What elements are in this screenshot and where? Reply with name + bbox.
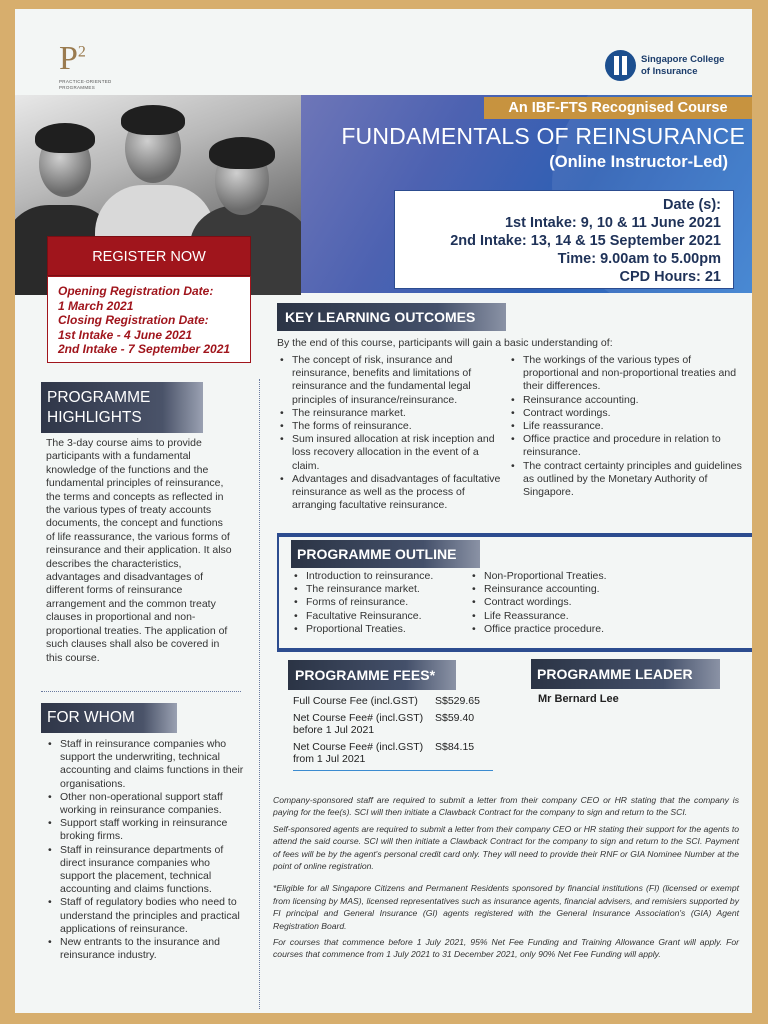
fee-label: Net Course Fee# (incl.GST) before 1 Jul 2021: [293, 711, 424, 736]
for-whom-list: [46, 738, 246, 962]
section-divider: [41, 691, 241, 692]
programme-leader-name: Mr Bernard Lee: [538, 693, 619, 705]
brochure-page: [15, 9, 752, 1013]
list-item: • Reinsurance accounting.: [509, 394, 745, 407]
schedule-label: Date (s):: [662, 197, 721, 213]
ibf-recognition-tag: An IBF-FTS Recognised Course: [484, 97, 752, 119]
sci-name: [641, 54, 724, 77]
list-item: • Contract wordings.: [470, 596, 670, 609]
list-item: • The workings of the various types of proportional and non-proportional treaties and their differences.: [509, 354, 745, 394]
course-title: FUNDAMENTALS OF REINSURANCE: [341, 123, 745, 149]
list-item: • Advantages and disadvantages of facultative reinsurance as well as the process of arranging facultative reinsurance.: [278, 473, 508, 513]
note-company-sponsored: Company-sponsored staff are required to submit a letter from their company CEO or HR stating that the company is paying for the fee(s). SCI will then initiate a Clawback Contract for the company to sign and return to the SCI.: [273, 795, 739, 818]
key-learning-list-left: [278, 354, 508, 512]
schedule-cpd: CPD Hours: 21: [619, 269, 721, 285]
p2-logo-tagline: PRACTICE-ORIENTED PROGRAMMES: [59, 79, 112, 90]
programme-leader-heading: PROGRAMME LEADER: [531, 659, 720, 689]
list-item: • The contract certainty principles and guidelines as outlined by the Monetary Authority of Singapore.: [509, 460, 745, 500]
fee-notes: [273, 794, 739, 965]
schedule-intake-1: 1st Intake: 9, 10 & 11 June 2021: [504, 215, 721, 231]
course-mode: (Online Instructor-Led): [549, 153, 728, 171]
registration-dates: [47, 276, 251, 363]
fee-value: S$59.40: [435, 711, 475, 724]
list-item: • Staff of regulatory bodies who need to understand the principles and practical applications of reinsurance.: [46, 896, 246, 936]
for-whom-heading: FOR WHOM: [41, 703, 177, 733]
outline-list-left: [292, 570, 472, 636]
list-item: • Forms of reinsurance.: [292, 596, 472, 609]
note-funding: For courses that commence before 1 July 2021, 95% Net Fee Funding and Training Allowance Grant will apply. For courses that commence from 1 July 2021 to 31 December 2021, only 90% Net Fee Funding will apply.: [273, 937, 739, 960]
ph-heading-line2: HIGHLIGHTS: [47, 409, 142, 426]
list-item: • Proportional Treaties.: [292, 623, 472, 636]
schedule-time: Time: 9.00am to 5.00pm: [557, 251, 721, 267]
fee-value: S$84.15: [435, 740, 475, 753]
list-item: • The reinsurance market.: [278, 407, 508, 420]
fee-row-net-after: [293, 741, 493, 766]
sci-name-line1: Singapore College: [641, 54, 725, 66]
list-item: • The reinsurance market.: [292, 583, 472, 596]
list-item: • Life reassurance.: [509, 420, 745, 433]
p2-logo: [59, 42, 119, 91]
list-item: • Reinsurance accounting.: [470, 583, 670, 596]
sci-name-line2: of Insurance: [641, 65, 698, 77]
programme-outline-heading: PROGRAMME OUTLINE: [291, 540, 480, 568]
outline-list-right: [470, 570, 670, 636]
list-item: • Non-Proportional Treaties.: [470, 570, 670, 583]
list-item: • New entrants to the insurance and reinsurance industry.: [46, 936, 246, 962]
key-learning-intro: By the end of this course, participants will gain a basic understanding of:: [277, 337, 613, 349]
list-item: • Support staff working in reinsurance broking firms.: [46, 817, 246, 843]
sci-emblem-icon: [605, 50, 636, 81]
note-eligibility: *Eligible for all Singapore Citizens and Permanent Residents sponsored by financial institutions (FI) (licensed or exempt from licensing by MAS), licensed representatives such as insurance agents, financial advisers, and remisiers supported by FI principal and General Insurance (GI) agents registered with the General Insurance Association's (GIA) Agent Registration Board.: [273, 883, 739, 931]
list-item: • Contract wordings.: [509, 407, 745, 420]
list-item: • Facultative Reinsurance.: [292, 610, 472, 623]
fees-table: [293, 695, 493, 771]
reg-close-intake-1: 1st Intake - 4 June 2021: [58, 327, 193, 342]
list-item: • Office practice procedure.: [470, 623, 670, 636]
fee-row-net-before: [293, 712, 493, 737]
reg-open-label: Opening Registration Date:: [58, 284, 214, 298]
list-item: • Office practice and procedure in relation to reinsurance.: [509, 433, 745, 459]
schedule-intake-2: 2nd Intake: 13, 14 & 15 September 2021: [450, 233, 721, 249]
sci-logo: [605, 50, 724, 81]
programme-highlights-text: The 3-day course aims to provide participants with a fundamental knowledge of the functions and the fundamental principles of reinsurance, the terms and concepts as reflected in the various types of treaty accounts documents, the concept and functions of life reassurance, the various forms of reinsurance and their application. It also describes the characteristics, advantages and disadvantages of different forms of reinsurance arrangement and the common treaty clauses in proportional and non-proportional treaties. The application of such clauses shall also be covered in this course.: [46, 437, 232, 664]
column-divider: [259, 379, 260, 1009]
programme-fees-heading: PROGRAMME FEES*: [288, 660, 456, 690]
fee-label: Net Course Fee# (incl.GST) from 1 Jul 2021: [293, 740, 424, 765]
list-item: • The concept of risk, insurance and reinsurance, benefits and limitations of reinsurance and the fundamental legal principles of insurance/reinsurance.: [278, 354, 508, 407]
fee-row-full: [293, 695, 493, 708]
fee-label: Full Course Fee (incl.GST): [293, 695, 418, 707]
reg-close-label: Closing Registration Date:: [58, 313, 209, 328]
list-item: • Life Reassurance.: [470, 610, 670, 623]
list-item: • Staff in reinsurance companies who support the underwriting, technical accounting and claims functions in their organisations.: [46, 738, 246, 791]
schedule-box: [394, 190, 734, 289]
list-item: • Other non-operational support staff working in reinsurance companies.: [46, 791, 246, 817]
reg-close-intake-2: 2nd Intake - 7 September 2021: [58, 342, 231, 357]
list-item: • Introduction to reinsurance.: [292, 570, 472, 583]
list-item: • Sum insured allocation at risk inception and loss recovery allocation in the event of a claim.: [278, 433, 508, 473]
reg-open-date: 1 March 2021: [58, 298, 134, 313]
fee-value: S$529.65: [435, 695, 480, 707]
key-learning-heading: KEY LEARNING OUTCOMES: [277, 303, 506, 331]
key-learning-list-right: [509, 354, 745, 499]
list-item: • Staff in reinsurance departments of direct insurance companies who support the placement, technical accounting and claims functions.: [46, 844, 246, 897]
programme-highlights-heading: [41, 382, 203, 433]
p2-mark: $P^2$: [59, 40, 86, 77]
note-self-sponsored: Self-sponsored agents are required to submit a letter from their company CEO or HR stating their support for the agents to attend the said course. SCI will then initiate a Clawback Contract for the company to sign and return to the SCI. Payment of fees will be by the agent's personal credit card only. They will need to provide their RNF or GIA Nominee Number at the point of online registration.: [273, 823, 739, 872]
ph-heading-line1: PROGRAMME: [47, 389, 151, 406]
list-item: • The forms of reinsurance.: [278, 420, 508, 433]
register-now-button[interactable]: REGISTER NOW: [47, 236, 251, 276]
